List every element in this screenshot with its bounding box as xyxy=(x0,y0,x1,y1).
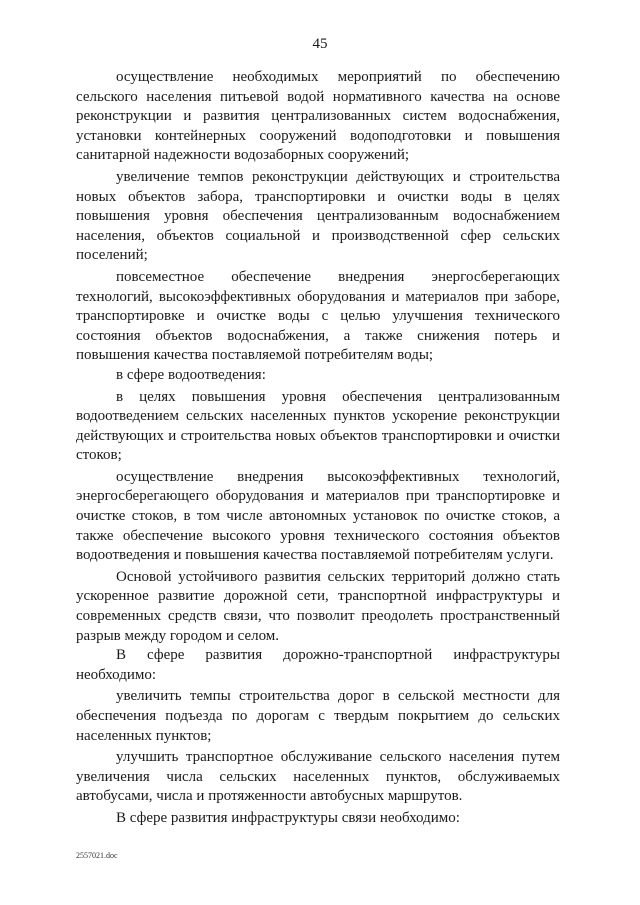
document-body xyxy=(76,68,560,829)
page-number: 45 xyxy=(312,36,328,52)
paragraph-sewerage-heading: в сфере водоотведения: xyxy=(116,366,266,383)
footer-filename: 2557021.doc xyxy=(76,851,118,860)
paragraph-sewerage-reconstruction: в целях повышения уровня обеспечения централизованным водоотведением сельских населенных пунктов ускорение реконструкции действующих и строительства новых объектов транспортировки и очистки стоков; xyxy=(76,388,560,464)
paragraph-water-supply-measures: осуществление необходимых мероприятий по обеспечению сельского населения питьевой водой нормативного качества на основе реконструкции и развития централизованных систем водоснабжения, установки контейнерных сооружений водоподготовки и повышения санитарной надежности водозаборных сооружений; xyxy=(76,69,560,164)
paragraph-road-construction: увеличить темпы строительства дорог в сельской местности для обеспечения подъезда по дорогам с твердым покрытием до сельских населенных пунктов; xyxy=(76,688,560,744)
paragraph-energy-saving-water: повсеместное обеспечение внедрения энергосберегающих технологий, высокоэффективных оборудования и материалов при заборе, транспортировке и очистке воды с целью улучшения технического состояния объектов водоснабжения, а также снижения потерь и повышения качества поставляемой потребителям воды; xyxy=(76,268,560,364)
paragraph-sewerage-technologies: осуществление внедрения высокоэффективных технологий, энергосберегающего оборудования и материалов при транспортировке и очистке стоков, в том числе автономных установок по очистке стоков, а также обеспечение высокого уровня технического состояния объектов водоотведения и повышения качества поставляемой потребителям услуги. xyxy=(76,468,560,564)
paragraph-road-infrastructure-heading: В сфере развития дорожно-транспортной инфраструктуры необходимо: xyxy=(76,647,560,683)
paragraph-communication-heading: В сфере развития инфраструктуры связи необходимо: xyxy=(116,809,460,826)
paragraph-transport-service: улучшить транспортное обслуживание сельского населения путем увеличения числа сельских населенных пунктов, обслуживаемых автобусами, числа и протяженности автобусных маршрутов. xyxy=(76,749,560,805)
paragraph-water-reconstruction: увеличение темпов реконструкции действующих и строительства новых объектов забора, транспортировки и очистки воды в целях повышения уровня обеспечения централизованным водоснабжением населения, объектов социальной и производственной сфер сельских поселений; xyxy=(76,168,560,264)
paragraph-rural-development-basis: Основой устойчивого развития сельских территорий должно стать ускоренное развитие дорожной сети, транспортной инфраструктуры и современных средств связи, что позволит преодолеть пространственный разрыв между городом и селом. xyxy=(76,568,560,644)
